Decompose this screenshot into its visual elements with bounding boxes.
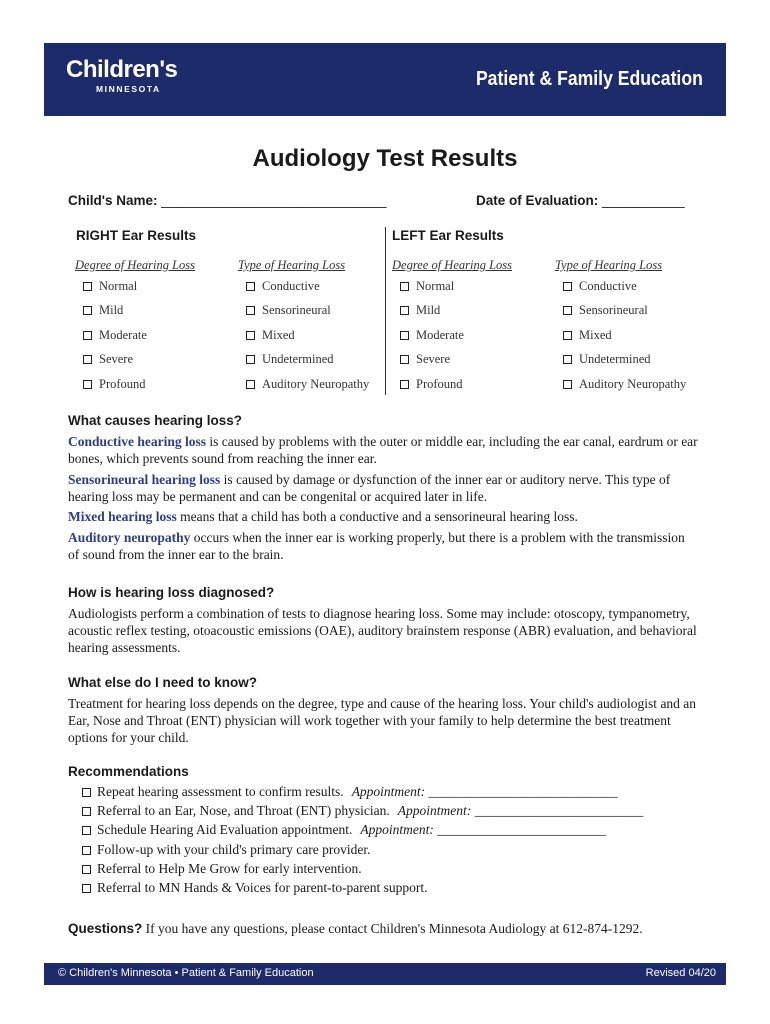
- right-degree-profound[interactable]: [83, 377, 146, 392]
- mixed-term: Mixed hearing loss: [68, 509, 177, 524]
- option-label: Mixed: [262, 328, 295, 342]
- checkbox[interactable]: [400, 331, 409, 340]
- conductive-term: Conductive hearing loss: [68, 434, 207, 449]
- rec-text: Referral to MN Hands & Voices for parent-to-parent support.: [97, 880, 428, 895]
- page-title: Audiology Test Results: [252, 145, 518, 172]
- left-degree-heading: Degree of Hearing Loss: [392, 258, 513, 272]
- option-label: Normal: [416, 279, 455, 293]
- left-type-conductive[interactable]: [563, 279, 637, 294]
- checkbox[interactable]: [400, 355, 409, 364]
- option-label: Undetermined: [262, 352, 334, 366]
- neuropathy-term: Auditory neuropathy: [68, 530, 191, 545]
- option-label: Sensorineural: [579, 303, 648, 317]
- footer-bar: [44, 963, 726, 985]
- left-type-undetermined[interactable]: [563, 352, 651, 367]
- checkbox[interactable]: [83, 306, 92, 315]
- sensorineural-text: is caused by damage or dysfunction of the inner ear or auditory nerve. This type of hearing loss may be permanent and can be congenital or acquired later in life.: [68, 472, 671, 504]
- rec-text: Referral to Help Me Grow for early intervention.: [97, 861, 362, 876]
- option-label: Conductive: [579, 279, 637, 293]
- checkbox[interactable]: [82, 807, 91, 816]
- option-label: Severe: [99, 352, 134, 366]
- rec-item-follow-up[interactable]: [82, 842, 371, 858]
- checkbox[interactable]: [82, 865, 91, 874]
- logo-main-text: Children's: [66, 56, 178, 83]
- right-degree-severe[interactable]: [83, 352, 133, 367]
- right-type-auditory-neuropathy[interactable]: [246, 377, 369, 392]
- checkbox[interactable]: [246, 306, 255, 315]
- option-label: Mild: [99, 303, 124, 317]
- questions-label: Questions?: [68, 921, 143, 936]
- date-line[interactable]: ___________: [602, 193, 685, 208]
- checkbox[interactable]: [400, 306, 409, 315]
- option-label: Profound: [99, 377, 146, 391]
- checkbox[interactable]: [400, 380, 409, 389]
- rec-text: Repeat hearing assessment to confirm results.: [97, 784, 344, 799]
- rec-item-ent-referral[interactable]: [82, 803, 643, 819]
- neuropathy-text: occurs when the inner ear is working properly, but there is a problem with the transmission of sound from the inner ear to the brain.: [68, 530, 685, 562]
- checkbox[interactable]: [83, 331, 92, 340]
- option-label: Moderate: [416, 328, 464, 342]
- option-label: Mild: [416, 303, 441, 317]
- recommendations-heading: Recommendations: [68, 764, 189, 779]
- diagnosed-paragraph: Audiologists perform a combination of tests to diagnose hearing loss. Some may include: otoscopy, tympanometry, acoustic reflex testing, otoacoustic emissions (OAE), auditory brainstem response (ABR) evaluation, and behavioral hearing assessments.: [68, 606, 697, 655]
- option-label: Severe: [416, 352, 451, 366]
- child-name-label: Child's Name:: [68, 193, 158, 208]
- checkbox[interactable]: [246, 331, 255, 340]
- left-degree-mild[interactable]: [400, 303, 440, 318]
- footer-copyright: © Children's Minnesota • Patient & Family Education: [58, 967, 314, 979]
- right-degree-moderate[interactable]: [83, 328, 147, 343]
- left-degree-moderate[interactable]: [400, 328, 464, 343]
- rec-item-hands-voices[interactable]: [82, 880, 428, 896]
- right-type-mixed[interactable]: [246, 328, 295, 343]
- option-label: Conductive: [262, 279, 320, 293]
- neuropathy-paragraph: [68, 529, 698, 563]
- rec-text: Schedule Hearing Aid Evaluation appointment.: [97, 822, 353, 837]
- sensorineural-paragraph: [68, 471, 698, 505]
- right-type-undetermined[interactable]: [246, 352, 334, 367]
- option-label: Auditory Neuropathy: [579, 377, 687, 391]
- rec-text: Referral to an Ear, Nose, and Throat (ENT) physician.: [97, 803, 390, 818]
- right-degree-heading: Degree of Hearing Loss: [75, 258, 196, 272]
- option-label: Sensorineural: [262, 303, 331, 317]
- option-label: Undetermined: [579, 352, 651, 366]
- diagnosed-heading: How is hearing loss diagnosed?: [68, 585, 275, 600]
- date-field[interactable]: [476, 193, 685, 208]
- rec-item-hearing-aid[interactable]: [82, 822, 606, 838]
- checkbox[interactable]: [563, 355, 572, 364]
- questions-text: If you have any questions, please contact Children's Minnesota Audiology at 612-874-1292.: [142, 921, 643, 936]
- checkbox[interactable]: [563, 306, 572, 315]
- logo-sub-text: MINNESOTA: [96, 84, 161, 94]
- right-type-conductive[interactable]: [246, 279, 320, 294]
- right-type-sensorineural[interactable]: [246, 303, 331, 318]
- checkbox[interactable]: [563, 380, 572, 389]
- rec-item-repeat-assessment[interactable]: [82, 784, 618, 800]
- causes-heading: What causes hearing loss?: [68, 413, 243, 428]
- right-degree-mild[interactable]: [83, 303, 123, 318]
- checkbox[interactable]: [246, 282, 255, 291]
- left-type-heading: Type of Hearing Loss: [555, 258, 663, 272]
- checkbox[interactable]: [246, 355, 255, 364]
- option-label: Normal: [99, 279, 138, 293]
- right-ear-heading: RIGHT Ear Results: [76, 228, 197, 243]
- questions-line: [68, 920, 728, 937]
- left-type-mixed[interactable]: [563, 328, 612, 343]
- checkbox[interactable]: [246, 380, 255, 389]
- left-ear-heading: LEFT Ear Results: [392, 228, 504, 243]
- appointment-line[interactable]: Appointment: _________________________: [360, 822, 606, 837]
- left-type-sensorineural[interactable]: [563, 303, 648, 318]
- footer-revised: Revised 04/20: [645, 967, 716, 979]
- child-name-line[interactable]: ______________________________: [161, 193, 387, 208]
- right-degree-normal[interactable]: [83, 279, 137, 294]
- checkbox[interactable]: [83, 355, 92, 364]
- left-degree-profound[interactable]: [400, 377, 463, 392]
- checkbox[interactable]: [400, 282, 409, 291]
- header-banner: [44, 43, 726, 116]
- option-label: Auditory Neuropathy: [262, 377, 370, 391]
- checkbox[interactable]: [82, 884, 91, 893]
- left-degree-normal[interactable]: [400, 279, 454, 294]
- left-type-auditory-neuropathy[interactable]: [563, 377, 686, 392]
- childrens-minnesota-logo: [66, 57, 177, 94]
- conductive-text: is caused by problems with the outer or middle ear, including the ear canal, eardrum or ear bones, which prevents sound from reaching the inner ear.: [68, 434, 698, 466]
- checkbox[interactable]: [82, 846, 91, 855]
- else-paragraph: Treatment for hearing loss depends on the degree, type and cause of the hearing loss. Your child's audiologist and an Ear, Nose and Throat (ENT) physician will work together with your family to help determine the best treatment options for your child.: [68, 696, 697, 745]
- ear-divider: [385, 227, 386, 395]
- header-title: Patient & Family Education: [476, 68, 703, 90]
- appointment-line[interactable]: Appointment: _________________________: [397, 803, 644, 818]
- else-heading: What else do I need to know?: [68, 675, 258, 690]
- option-label: Mixed: [579, 328, 612, 342]
- option-label: Moderate: [99, 328, 147, 342]
- rec-text: Follow-up with your child's primary care provider.: [97, 842, 371, 857]
- right-type-heading: Type of Hearing Loss: [238, 258, 346, 272]
- sensorineural-term: Sensorineural hearing loss: [68, 472, 221, 487]
- checkbox[interactable]: [82, 826, 91, 835]
- child-name-field[interactable]: [68, 193, 387, 208]
- option-label: Profound: [416, 377, 463, 391]
- conductive-paragraph: [68, 433, 698, 467]
- left-degree-severe[interactable]: [400, 352, 450, 367]
- date-label: Date of Evaluation:: [476, 193, 599, 208]
- checkbox[interactable]: [83, 282, 92, 291]
- appointment-line[interactable]: Appointment: ____________________________: [351, 784, 618, 799]
- mixed-text: means that a child has both a conductive and a sensorineural hearing loss.: [176, 509, 578, 524]
- checkbox[interactable]: [563, 331, 572, 340]
- checkbox[interactable]: [82, 788, 91, 797]
- mixed-paragraph: [68, 508, 698, 525]
- checkbox[interactable]: [83, 380, 92, 389]
- checkbox[interactable]: [563, 282, 572, 291]
- rec-item-help-me-grow[interactable]: [82, 861, 362, 877]
